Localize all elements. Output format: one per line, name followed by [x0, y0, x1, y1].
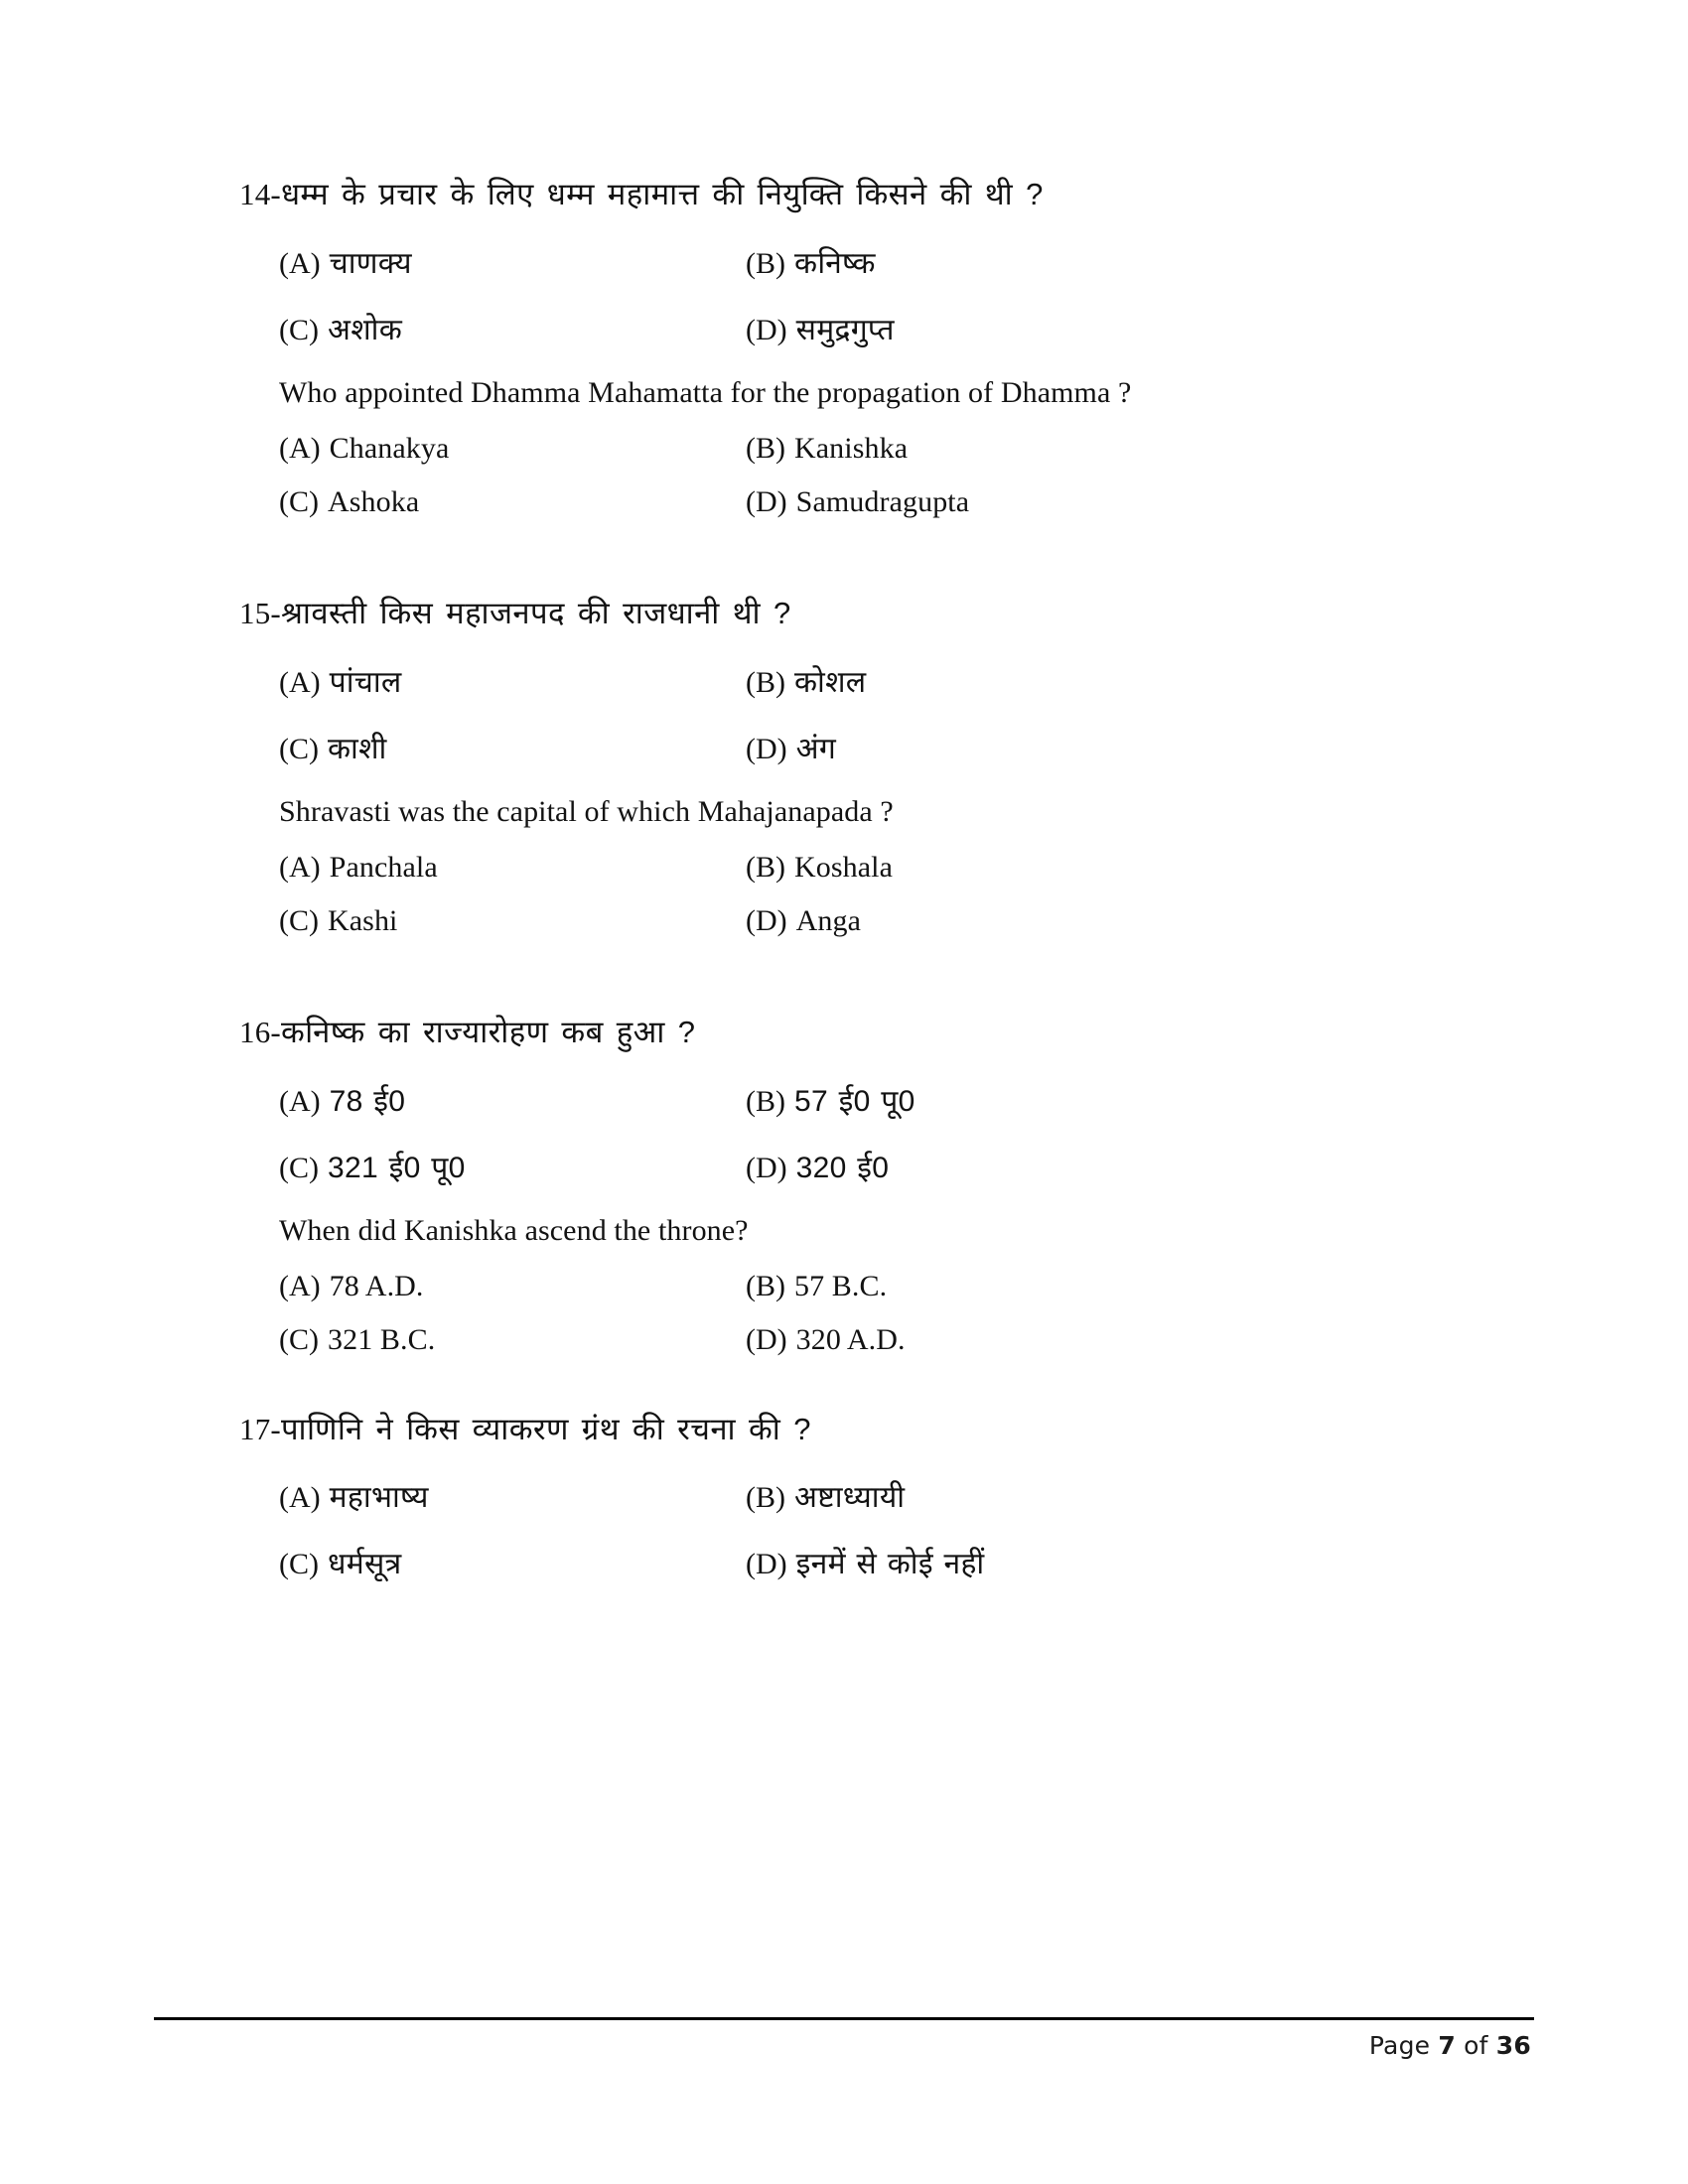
question-16-option-a-english[interactable] — [279, 1270, 746, 1303]
option-value: 321 B.C. — [328, 1322, 436, 1356]
question-15-option-c-hindi[interactable] — [279, 727, 746, 767]
option-value: अशोक — [328, 313, 403, 346]
footer-divider — [154, 2017, 1534, 2020]
option-label: (C) — [279, 484, 319, 518]
option-value: अष्टाध्यायी — [794, 1481, 906, 1515]
question-15-option-a-hindi[interactable] — [279, 660, 746, 701]
option-label: (C) — [279, 1151, 319, 1184]
option-row — [279, 904, 1479, 938]
option-value: समुद्रगुप्त — [795, 313, 895, 346]
option-value: काशी — [328, 732, 387, 765]
option-label: (B) — [746, 1269, 785, 1302]
option-value: 57 B.C. — [794, 1269, 888, 1302]
option-label: (D) — [746, 732, 787, 765]
option-value: कोशल — [794, 665, 867, 699]
option-value: 321 ई0 पू0 — [328, 1151, 466, 1184]
option-label: (C) — [279, 1322, 319, 1356]
question-15-text-hindi: श्रावस्ती किस महाजनपद की राजधानी थी ? — [280, 595, 791, 630]
question-16-english-options — [279, 1270, 1479, 1357]
option-label: (C) — [279, 732, 319, 765]
option-label: (C) — [279, 313, 319, 346]
question-14-option-b-hindi[interactable] — [746, 241, 1479, 282]
question-14-option-c-english[interactable] — [279, 485, 746, 519]
option-value: कनिष्क — [794, 246, 876, 280]
question-16-option-d-hindi[interactable] — [746, 1146, 1479, 1186]
question-17-option-a-hindi[interactable] — [279, 1475, 746, 1516]
question-block-14 — [239, 174, 1479, 519]
question-17-option-c-hindi[interactable] — [279, 1542, 746, 1582]
option-row — [279, 241, 1479, 282]
question-14-option-c-hindi[interactable] — [279, 308, 746, 348]
question-15-text-english: Shravasti was the capital of which Mahajanapada ? — [279, 794, 894, 828]
option-row — [279, 485, 1479, 519]
footer-total-pages: 36 — [1495, 2031, 1531, 2060]
option-value: महाभाष्य — [329, 1481, 429, 1515]
option-label: (B) — [746, 665, 785, 699]
option-value: 320 ई0 — [795, 1151, 890, 1184]
question-14-hindi-options — [279, 241, 1479, 348]
question-15-option-d-english[interactable] — [746, 904, 1479, 938]
option-value: 78 ई0 — [329, 1084, 406, 1118]
option-row — [279, 1475, 1479, 1516]
footer-current-page: 7 — [1438, 2031, 1456, 2060]
option-value: Samudragupta — [795, 484, 970, 518]
option-row — [279, 308, 1479, 348]
option-value: Chanakya — [329, 431, 450, 465]
option-row — [279, 1323, 1479, 1357]
option-value: इनमें से कोई नहीं — [795, 1548, 985, 1581]
option-label: (B) — [746, 1481, 785, 1515]
option-label: (D) — [746, 1151, 787, 1184]
question-14-option-d-hindi[interactable] — [746, 308, 1479, 348]
question-16-option-b-english[interactable] — [746, 1270, 1479, 1303]
question-14-text-hindi: धम्म के प्रचार के लिए धम्म महामात्त की नियुक्ति किसने की थी ? — [280, 177, 1044, 211]
option-label: (B) — [746, 850, 785, 884]
question-15-english-options — [279, 851, 1479, 938]
option-label: (B) — [746, 1084, 785, 1118]
question-15-number: 15- — [239, 595, 281, 630]
question-17-number: 17- — [239, 1411, 281, 1446]
option-row — [279, 660, 1479, 701]
question-16-text-english: When did Kanishka ascend the throne? — [279, 1213, 749, 1247]
question-14-option-b-english[interactable] — [746, 432, 1479, 466]
option-label: (C) — [279, 1548, 319, 1581]
option-label: (A) — [279, 431, 321, 465]
question-17-text-hindi: पाणिनि ने किस व्याकरण ग्रंथ की रचना की ? — [280, 1411, 811, 1446]
option-label: (D) — [746, 484, 787, 518]
question-15-option-b-hindi[interactable] — [746, 660, 1479, 701]
option-row — [279, 432, 1479, 466]
option-row — [279, 1146, 1479, 1186]
option-label: (A) — [279, 1481, 321, 1515]
option-label: (B) — [746, 431, 785, 465]
page-number-footer — [1369, 2031, 1531, 2060]
option-value: पांचाल — [329, 665, 402, 699]
question-17-hindi-options — [279, 1475, 1479, 1582]
question-15-option-c-english[interactable] — [279, 904, 746, 938]
option-value: धर्मसूत्र — [328, 1548, 402, 1581]
question-16-hindi-options — [279, 1079, 1479, 1186]
question-14-number: 14- — [239, 177, 281, 211]
option-label: (A) — [279, 665, 321, 699]
question-15-stem-hindi — [239, 593, 1479, 634]
question-14-text-english: Who appointed Dhamma Mahamatta for the propagation of Dhamma ? — [279, 375, 1132, 409]
question-17-stem-hindi — [239, 1409, 1479, 1450]
option-value: 78 A.D. — [329, 1269, 424, 1302]
option-value: 57 ई0 पू0 — [794, 1084, 915, 1118]
option-label: (C) — [279, 903, 319, 937]
question-16-option-c-hindi[interactable] — [279, 1146, 746, 1186]
option-label: (A) — [279, 1084, 321, 1118]
question-14-option-d-english[interactable] — [746, 485, 1479, 519]
option-label: (D) — [746, 903, 787, 937]
option-row — [279, 1542, 1479, 1582]
question-block-16 — [239, 1012, 1479, 1357]
question-15-option-d-hindi[interactable] — [746, 727, 1479, 767]
question-16-option-d-english[interactable] — [746, 1323, 1479, 1357]
footer-prefix: Page — [1368, 2031, 1439, 2060]
option-value: अंग — [795, 732, 837, 765]
question-15-option-a-english[interactable] — [279, 851, 746, 885]
question-16-option-c-english[interactable] — [279, 1323, 746, 1357]
option-row — [279, 1079, 1479, 1120]
option-row — [279, 727, 1479, 767]
question-15-hindi-options — [279, 660, 1479, 767]
question-block-17 — [239, 1409, 1479, 1583]
question-list — [239, 174, 1479, 1582]
option-label: (A) — [279, 1269, 321, 1302]
option-label: (A) — [279, 850, 321, 884]
option-label: (D) — [746, 1548, 787, 1581]
option-label: (A) — [279, 246, 321, 280]
option-row — [279, 851, 1479, 885]
option-label: (B) — [746, 246, 785, 280]
question-17-option-b-hindi[interactable] — [746, 1475, 1479, 1516]
question-16-stem-hindi — [239, 1012, 1479, 1053]
question-16-number: 16- — [239, 1014, 281, 1049]
option-label: (D) — [746, 1322, 787, 1356]
question-16-option-a-hindi[interactable] — [279, 1079, 746, 1120]
question-17-option-d-hindi[interactable] — [746, 1542, 1479, 1582]
option-label: (D) — [746, 313, 787, 346]
question-14-option-a-hindi[interactable] — [279, 241, 746, 282]
option-value: Kashi — [328, 903, 398, 937]
question-15-option-b-english[interactable] — [746, 851, 1479, 885]
question-block-15 — [239, 593, 1479, 938]
option-value: Koshala — [794, 850, 894, 884]
question-16-option-b-hindi[interactable] — [746, 1079, 1479, 1120]
footer-middle: of — [1456, 2031, 1496, 2060]
option-value: Ashoka — [328, 484, 420, 518]
question-14-stem-hindi — [239, 174, 1479, 215]
question-16-text-hindi: कनिष्क का राज्यारोहण कब हुआ ? — [280, 1014, 696, 1049]
question-14-option-a-english[interactable] — [279, 432, 746, 466]
option-value: Panchala — [329, 850, 438, 884]
option-value: 320 A.D. — [795, 1322, 906, 1356]
option-value: Kanishka — [794, 431, 909, 465]
question-14-english-options — [279, 432, 1479, 519]
option-value: चाणक्य — [329, 246, 412, 280]
option-row — [279, 1270, 1479, 1303]
option-value: Anga — [795, 903, 862, 937]
